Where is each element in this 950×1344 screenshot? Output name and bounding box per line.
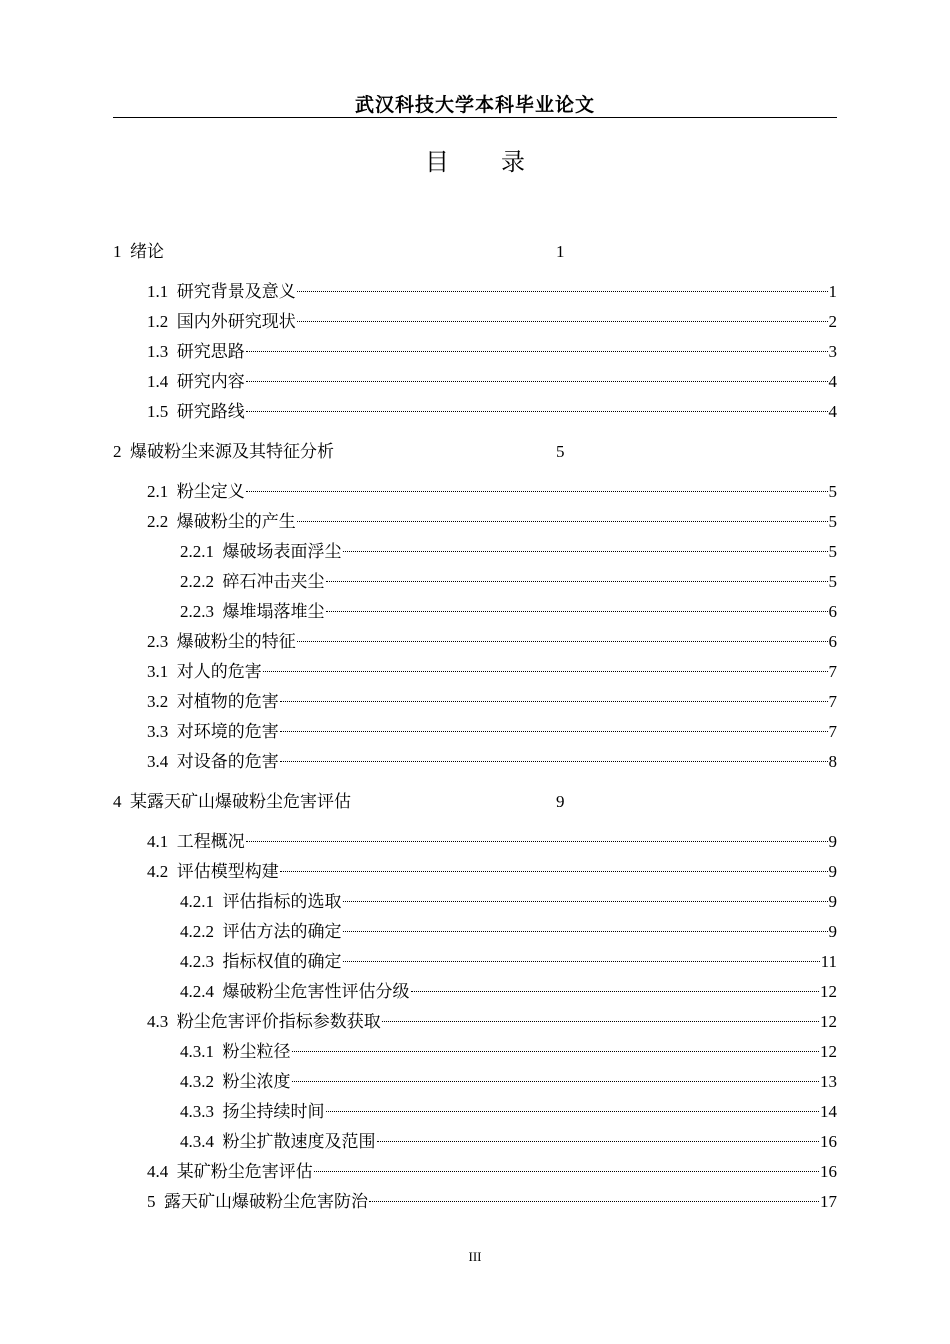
toc-entry-page: 2 (828, 312, 837, 331)
toc-entry-title: 对人的危害 (176, 662, 262, 682)
toc-entry-number: 4.3.2 (180, 1072, 214, 1091)
toc-entry-title: 爆破粉尘的特征 (176, 632, 296, 652)
toc-entry[interactable] (113, 830, 837, 854)
toc-entry-title: 露天矿山爆破粉尘危害防治 (164, 1192, 368, 1212)
toc-entry-title: 绪论 (130, 242, 164, 262)
toc-entry-title: 对设备的危害 (176, 752, 279, 772)
toc-entry-title: 粉尘危害评价指标参数获取 (176, 1012, 381, 1032)
toc-entry-number: 4.2 (147, 862, 169, 881)
toc-entry-title: 爆破场表面浮尘 (222, 542, 342, 562)
toc-entry-page: 13 (820, 1072, 837, 1091)
toc-entry-title: 研究内容 (176, 372, 245, 392)
toc-entry-number: 3.1 (147, 662, 169, 681)
toc-entry-page: 5 (828, 512, 837, 531)
dot-leader (343, 931, 828, 932)
toc-entry[interactable] (113, 920, 837, 944)
toc-entry[interactable] (113, 750, 837, 774)
dot-leader (246, 351, 828, 352)
toc-entry-number: 2.2.2 (180, 572, 214, 591)
header-rule (113, 117, 837, 118)
toc-entry-title: 粉尘扩散速度及范围 (222, 1132, 376, 1152)
toc-entry-number: 4.4 (147, 1162, 169, 1181)
toc-entry[interactable] (113, 600, 837, 624)
toc-entry-number: 5 (147, 1192, 156, 1211)
toc-entry[interactable] (113, 480, 837, 504)
toc-entry-page: 12 (820, 982, 837, 1001)
toc-entry-number: 2.3 (147, 632, 169, 651)
toc-entry[interactable] (113, 660, 837, 684)
toc-entry-number: 4.2.4 (180, 982, 214, 1001)
toc-entry-number: 1 (113, 242, 122, 261)
toc-entry-title: 某矿粉尘危害评估 (176, 1162, 313, 1182)
toc-entry-title: 研究思路 (176, 342, 245, 362)
toc-entry-title: 扬尘持续时间 (222, 1102, 325, 1122)
toc-entry[interactable] (113, 570, 837, 594)
toc-entry-page: 16 (820, 1162, 837, 1181)
toc-entry-page: 4 (828, 402, 837, 421)
dot-leader (314, 1171, 819, 1172)
toc-entry-page: 5 (556, 442, 565, 461)
toc-entry-page: 1 (556, 242, 565, 261)
toc-entry-title: 研究背景及意义 (176, 282, 296, 302)
toc-entry-page: 11 (820, 952, 837, 971)
toc-entry-page: 5 (828, 572, 837, 591)
dot-leader (343, 901, 828, 902)
toc-entry-number: 3.3 (147, 722, 169, 741)
dot-leader (246, 411, 828, 412)
toc-entry[interactable] (113, 1190, 837, 1214)
toc-entry-page: 7 (828, 662, 837, 681)
toc-entry[interactable] (113, 370, 837, 394)
dot-leader (326, 581, 828, 582)
toc-entry-number: 4.1 (147, 832, 169, 851)
toc-entry[interactable] (113, 310, 837, 334)
toc-entry-page: 7 (828, 722, 837, 741)
toc-entry-page: 1 (828, 282, 837, 301)
toc-entry[interactable] (113, 1160, 837, 1184)
toc-entry-number: 1.2 (147, 312, 169, 331)
toc-chapter-entry[interactable] (113, 240, 837, 264)
toc-entry-page: 5 (828, 542, 837, 561)
toc-entry-page: 5 (828, 482, 837, 501)
toc-entry-number: 4 (113, 792, 122, 811)
toc-entry-title: 评估指标的选取 (222, 892, 342, 912)
dot-leader (280, 731, 828, 732)
toc-entry-title: 对环境的危害 (176, 722, 279, 742)
toc-entry-title: 评估模型构建 (176, 862, 279, 882)
toc-entry[interactable] (113, 1010, 837, 1034)
running-header: 武汉科技大学本科毕业论文 (354, 94, 595, 116)
dot-leader (246, 491, 828, 492)
toc-entry-title: 国内外研究现状 (176, 312, 296, 332)
dot-leader (246, 841, 828, 842)
toc-entry-number: 4.2.2 (180, 922, 214, 941)
toc-entry-number: 2 (113, 442, 122, 461)
toc-entry-page: 9 (828, 892, 837, 911)
toc-entry-title: 某露天矿山爆破粉尘危害评估 (130, 792, 351, 812)
toc-chapter-entry[interactable] (113, 790, 837, 814)
dot-leader (246, 381, 828, 382)
toc-entry[interactable] (113, 980, 837, 1004)
toc-entry-title: 粉尘浓度 (222, 1072, 291, 1092)
toc-entry-number: 4.3.3 (180, 1102, 214, 1121)
toc-entry-number: 1.4 (147, 372, 169, 391)
toc-entry[interactable] (113, 280, 837, 304)
toc-entry-page: 9 (828, 832, 837, 851)
dot-leader (280, 871, 828, 872)
toc-entry-page: 6 (828, 602, 837, 621)
toc-entry-title: 评估方法的确定 (222, 922, 342, 942)
dot-leader (297, 521, 828, 522)
dot-leader (343, 961, 820, 962)
dot-leader (297, 291, 828, 292)
dot-leader (263, 671, 828, 672)
toc-entry-page: 12 (820, 1042, 837, 1061)
toc-entry-number: 1.5 (147, 402, 169, 421)
toc-entry[interactable] (113, 690, 837, 714)
toc-entry-page: 8 (828, 752, 837, 771)
toc-entry[interactable] (113, 540, 837, 564)
toc-entry[interactable] (113, 1100, 837, 1124)
toc-entry-number: 2.2 (147, 512, 169, 531)
dot-leader (326, 1111, 820, 1112)
toc-entry-number: 2.2.1 (180, 542, 214, 561)
dot-leader (411, 991, 820, 992)
toc-entry-page: 9 (828, 862, 837, 881)
toc-entry-number: 2.1 (147, 482, 169, 501)
toc-entry-title: 工程概况 (176, 832, 245, 852)
toc-entry[interactable] (113, 1040, 837, 1064)
toc-entry[interactable] (113, 340, 837, 364)
toc-entry-number: 1.3 (147, 342, 169, 361)
toc-entry-number: 4.3.4 (180, 1132, 214, 1151)
toc-entry-page: 3 (828, 342, 837, 361)
toc-entry-title: 爆堆塌落堆尘 (222, 602, 325, 622)
toc-entry-page: 7 (828, 692, 837, 711)
toc-entry-number: 4.3.1 (180, 1042, 214, 1061)
dot-leader (292, 1051, 820, 1052)
toc-entry-title: 碎石冲击夹尘 (222, 572, 325, 592)
toc-entry[interactable] (113, 630, 837, 654)
dot-leader (280, 701, 828, 702)
page-number: III (468, 1249, 482, 1264)
toc-entry-title: 爆破粉尘危害性评估分级 (222, 982, 410, 1002)
toc-entry-title: 研究路线 (176, 402, 245, 422)
toc-entry-title: 爆破粉尘的产生 (176, 512, 296, 532)
toc-entry-title: 爆破粉尘来源及其特征分析 (130, 442, 334, 462)
dot-leader (377, 1141, 820, 1142)
dot-leader (292, 1081, 820, 1082)
dot-leader (280, 761, 828, 762)
toc-entry[interactable] (113, 890, 837, 914)
toc-entry-page: 9 (828, 922, 837, 941)
toc-entry-number: 1.1 (147, 282, 169, 301)
toc-entry-title: 对植物的危害 (176, 692, 279, 712)
dot-leader (326, 611, 828, 612)
toc-entry[interactable] (113, 720, 837, 744)
toc-entry[interactable] (113, 860, 837, 884)
toc-entry-page: 6 (828, 632, 837, 651)
toc-entry-page: 17 (820, 1192, 837, 1211)
toc-entry-page: 4 (828, 372, 837, 391)
toc-entry[interactable] (113, 1070, 837, 1094)
dot-leader (382, 1021, 819, 1022)
toc-entry-number: 3.4 (147, 752, 169, 771)
dot-leader (369, 1201, 819, 1202)
toc-entry-page: 14 (820, 1102, 837, 1121)
dot-leader (297, 321, 828, 322)
toc-entry-title: 指标权值的确定 (222, 952, 342, 972)
toc-entry[interactable] (113, 950, 837, 974)
toc-entry-number: 2.2.3 (180, 602, 214, 621)
toc-entry-title: 粉尘定义 (176, 482, 245, 502)
toc-entry[interactable] (113, 400, 837, 424)
dot-leader (343, 551, 828, 552)
toc-entry-number: 3.2 (147, 692, 169, 711)
toc-title: 目录 (425, 148, 577, 176)
toc-entry-page: 16 (820, 1132, 837, 1151)
toc-entry-page: 9 (556, 792, 565, 811)
toc-entry[interactable] (113, 510, 837, 534)
toc-entry[interactable] (113, 1130, 837, 1154)
toc-entry-number: 4.3 (147, 1012, 169, 1031)
toc-entry-page: 12 (820, 1012, 837, 1031)
toc-entry-number: 4.2.1 (180, 892, 214, 911)
toc-chapter-entry[interactable] (113, 440, 837, 464)
dot-leader (297, 641, 828, 642)
toc-entry-title: 粉尘粒径 (222, 1042, 291, 1062)
toc-entry-number: 4.2.3 (180, 952, 214, 971)
